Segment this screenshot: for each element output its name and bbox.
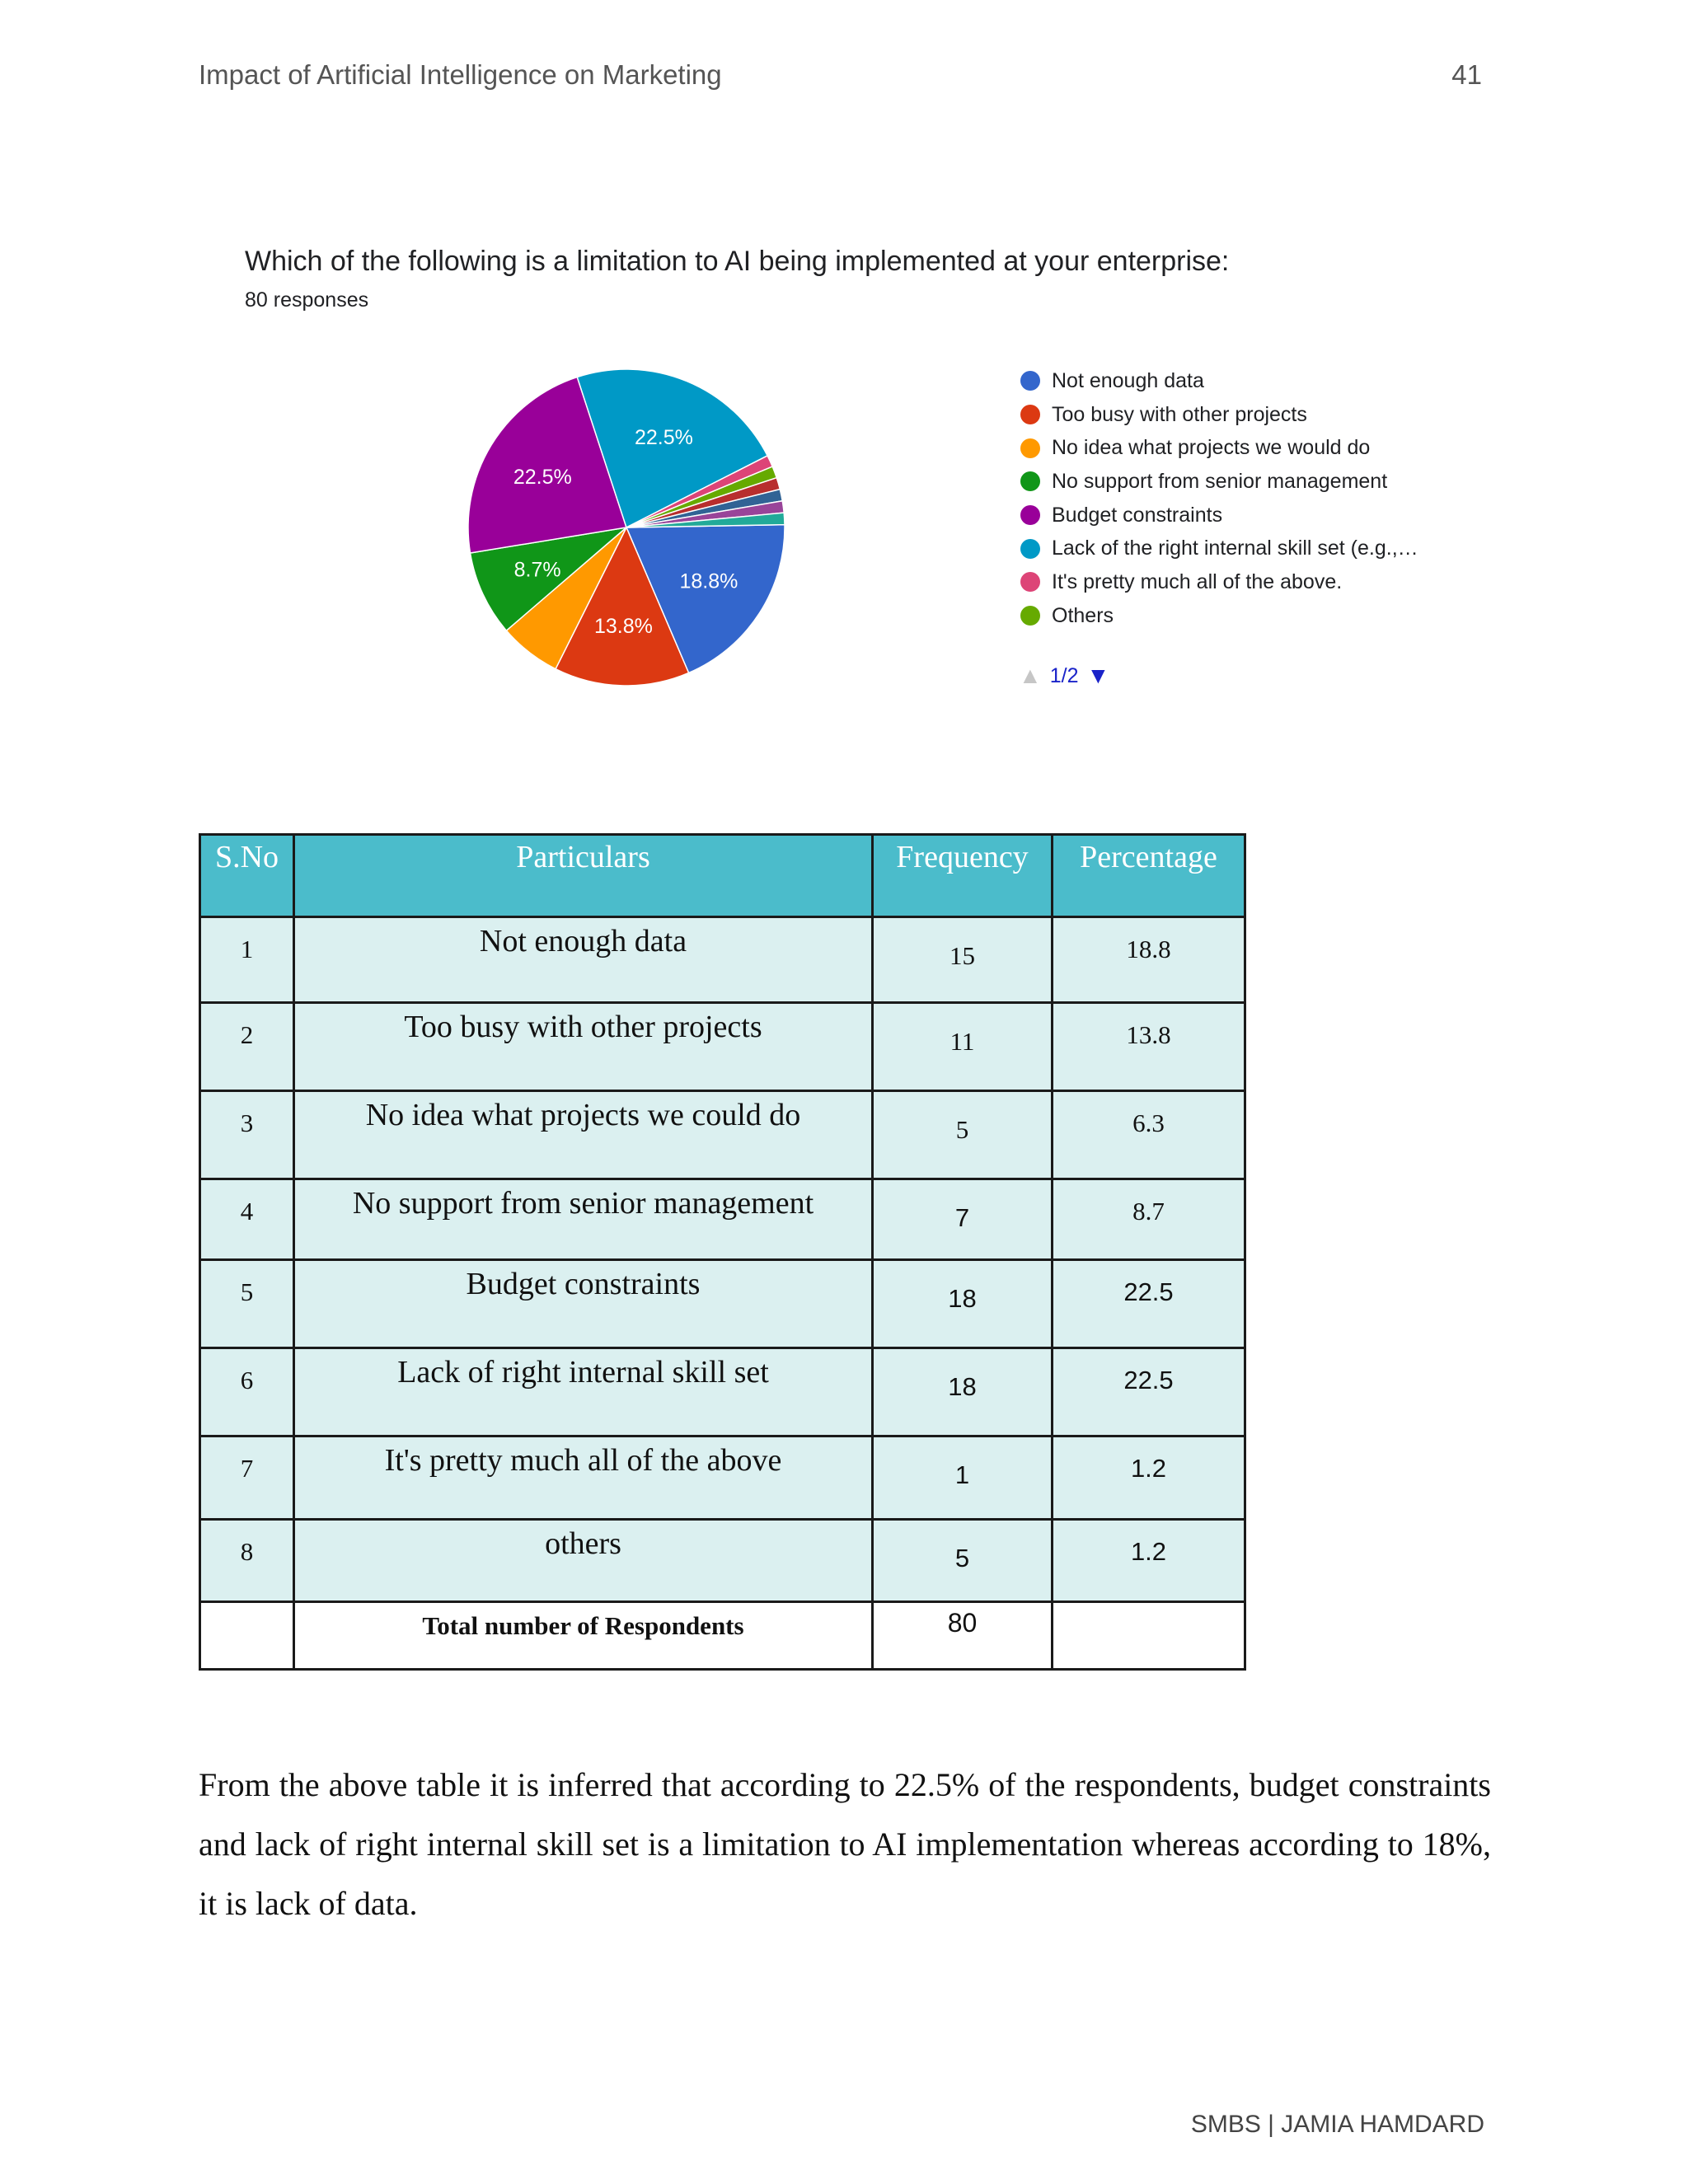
legend-item: [1020, 599, 1418, 633]
cell-frequency: 18: [873, 1348, 1053, 1436]
legend-item: [1020, 398, 1418, 432]
cell-sno: 8: [200, 1520, 294, 1602]
table-row: [200, 1348, 1245, 1436]
table-row: [200, 1436, 1245, 1520]
cell-particular: No idea what projects we could do: [294, 1091, 873, 1179]
page-footer: SMBS | JAMIA HAMDARD: [1190, 2111, 1484, 2138]
cell-sno: 3: [200, 1091, 294, 1179]
legend-label: Others: [1052, 603, 1114, 627]
cell-frequency: 18: [873, 1260, 1053, 1348]
legend-item: [1020, 465, 1418, 499]
cell-sno: 2: [200, 1003, 294, 1091]
table-row: [200, 1520, 1245, 1602]
cell-frequency: 7: [873, 1179, 1053, 1260]
cell-sno-empty: [200, 1602, 294, 1670]
legend-color-dot: [1020, 505, 1040, 525]
total-respondents-value: 80: [873, 1602, 1053, 1670]
pie-slice-label: 18.8%: [679, 569, 738, 593]
cell-particular: others: [294, 1520, 873, 1602]
table-row: [200, 1179, 1245, 1260]
cell-percentage: 13.8: [1053, 1003, 1245, 1091]
legend-page-indicator: 1/2: [1049, 663, 1079, 687]
cell-percentage: 22.5: [1053, 1348, 1245, 1436]
header-particulars: Particulars: [294, 835, 873, 917]
legend-label: It's pretty much all of the above.: [1052, 569, 1343, 593]
legend-label: Budget constraints: [1052, 503, 1223, 527]
legend-prev-page-icon[interactable]: ▲: [1019, 663, 1042, 688]
cell-percentage: 1.2: [1053, 1436, 1245, 1520]
cell-particular: No support from senior management: [294, 1179, 873, 1260]
cell-particular: It's pretty much all of the above: [294, 1436, 873, 1520]
legend-color-dot: [1020, 405, 1040, 424]
legend-label: Too busy with other projects: [1052, 402, 1307, 426]
cell-percentage: 8.7: [1053, 1179, 1245, 1260]
chart-title: Which of the following is a limitation to AI being implemented at your enterprise:: [245, 246, 1230, 277]
table-row: [200, 1091, 1245, 1179]
legend-item: [1020, 364, 1418, 398]
cell-frequency: 1: [873, 1436, 1053, 1520]
cell-frequency: 5: [873, 1091, 1053, 1179]
cell-sno: 7: [200, 1436, 294, 1520]
legend-item: [1020, 565, 1418, 599]
legend-item: [1020, 499, 1418, 532]
cell-particular: Not enough data: [294, 917, 873, 1003]
cell-sno: 4: [200, 1179, 294, 1260]
cell-sno: 1: [200, 917, 294, 1003]
legend-color-dot: [1020, 572, 1040, 592]
legend-color-dot: [1020, 606, 1040, 626]
pie-slice-label: 13.8%: [594, 614, 653, 638]
cell-frequency: 5: [873, 1520, 1053, 1602]
cell-particular: Budget constraints: [294, 1260, 873, 1348]
header-frequency: Frequency: [873, 835, 1053, 917]
header-percentage: Percentage: [1053, 835, 1245, 917]
legend-color-dot: [1020, 471, 1040, 491]
chart-response-count: 80 responses: [245, 288, 369, 312]
cell-sno: 5: [200, 1260, 294, 1348]
running-header-title: Impact of Artificial Intelligence on Marketing: [199, 59, 722, 90]
cell-percentage: 6.3: [1053, 1091, 1245, 1179]
legend-pager: [1019, 663, 1109, 689]
cell-particular: Lack of right internal skill set: [294, 1348, 873, 1436]
cell-percentage: 18.8: [1053, 917, 1245, 1003]
pie-slice-label: 8.7%: [513, 558, 561, 582]
legend-next-page-icon[interactable]: ▼: [1086, 663, 1110, 688]
cell-percentage-empty: [1053, 1602, 1245, 1670]
pie-slice-label: 22.5%: [513, 466, 572, 490]
limitations-table: [199, 833, 1246, 1671]
table-total-row: [200, 1602, 1245, 1670]
legend-label: Not enough data: [1052, 368, 1204, 392]
table-row: [200, 1260, 1245, 1348]
page-number: 41: [1451, 59, 1482, 90]
cell-frequency: 11: [873, 1003, 1053, 1091]
cell-percentage: 22.5: [1053, 1260, 1245, 1348]
pie-chart: [462, 363, 791, 692]
legend-color-dot: [1020, 539, 1040, 559]
legend-label: Lack of the right internal skill set (e.g.,…: [1052, 537, 1418, 560]
cell-frequency: 15: [873, 917, 1053, 1003]
cell-percentage: 1.2: [1053, 1520, 1245, 1602]
legend-label: No idea what projects we would do: [1052, 436, 1371, 460]
table-row: [200, 917, 1245, 1003]
legend-color-dot: [1020, 438, 1040, 458]
header-sno: S.No: [200, 835, 294, 917]
pie-slice-label: 22.5%: [635, 425, 693, 449]
chart-legend: [1020, 364, 1418, 633]
legend-label: No support from senior management: [1052, 469, 1388, 493]
cell-particular: Too busy with other projects: [294, 1003, 873, 1091]
table-header-row: [200, 835, 1245, 917]
conclusion-paragraph: From the above table it is inferred that according to 22.5% of the respondents, budget constraints and lack of right internal skill set is a limitation to AI implementation whereas according to 18%, it is lack of data.: [199, 1766, 1491, 1922]
total-respondents-label: Total number of Respondents: [294, 1602, 873, 1670]
legend-item: [1020, 431, 1418, 465]
cell-sno: 6: [200, 1348, 294, 1436]
legend-item: [1020, 532, 1418, 565]
legend-color-dot: [1020, 371, 1040, 391]
table-row: [200, 1003, 1245, 1091]
